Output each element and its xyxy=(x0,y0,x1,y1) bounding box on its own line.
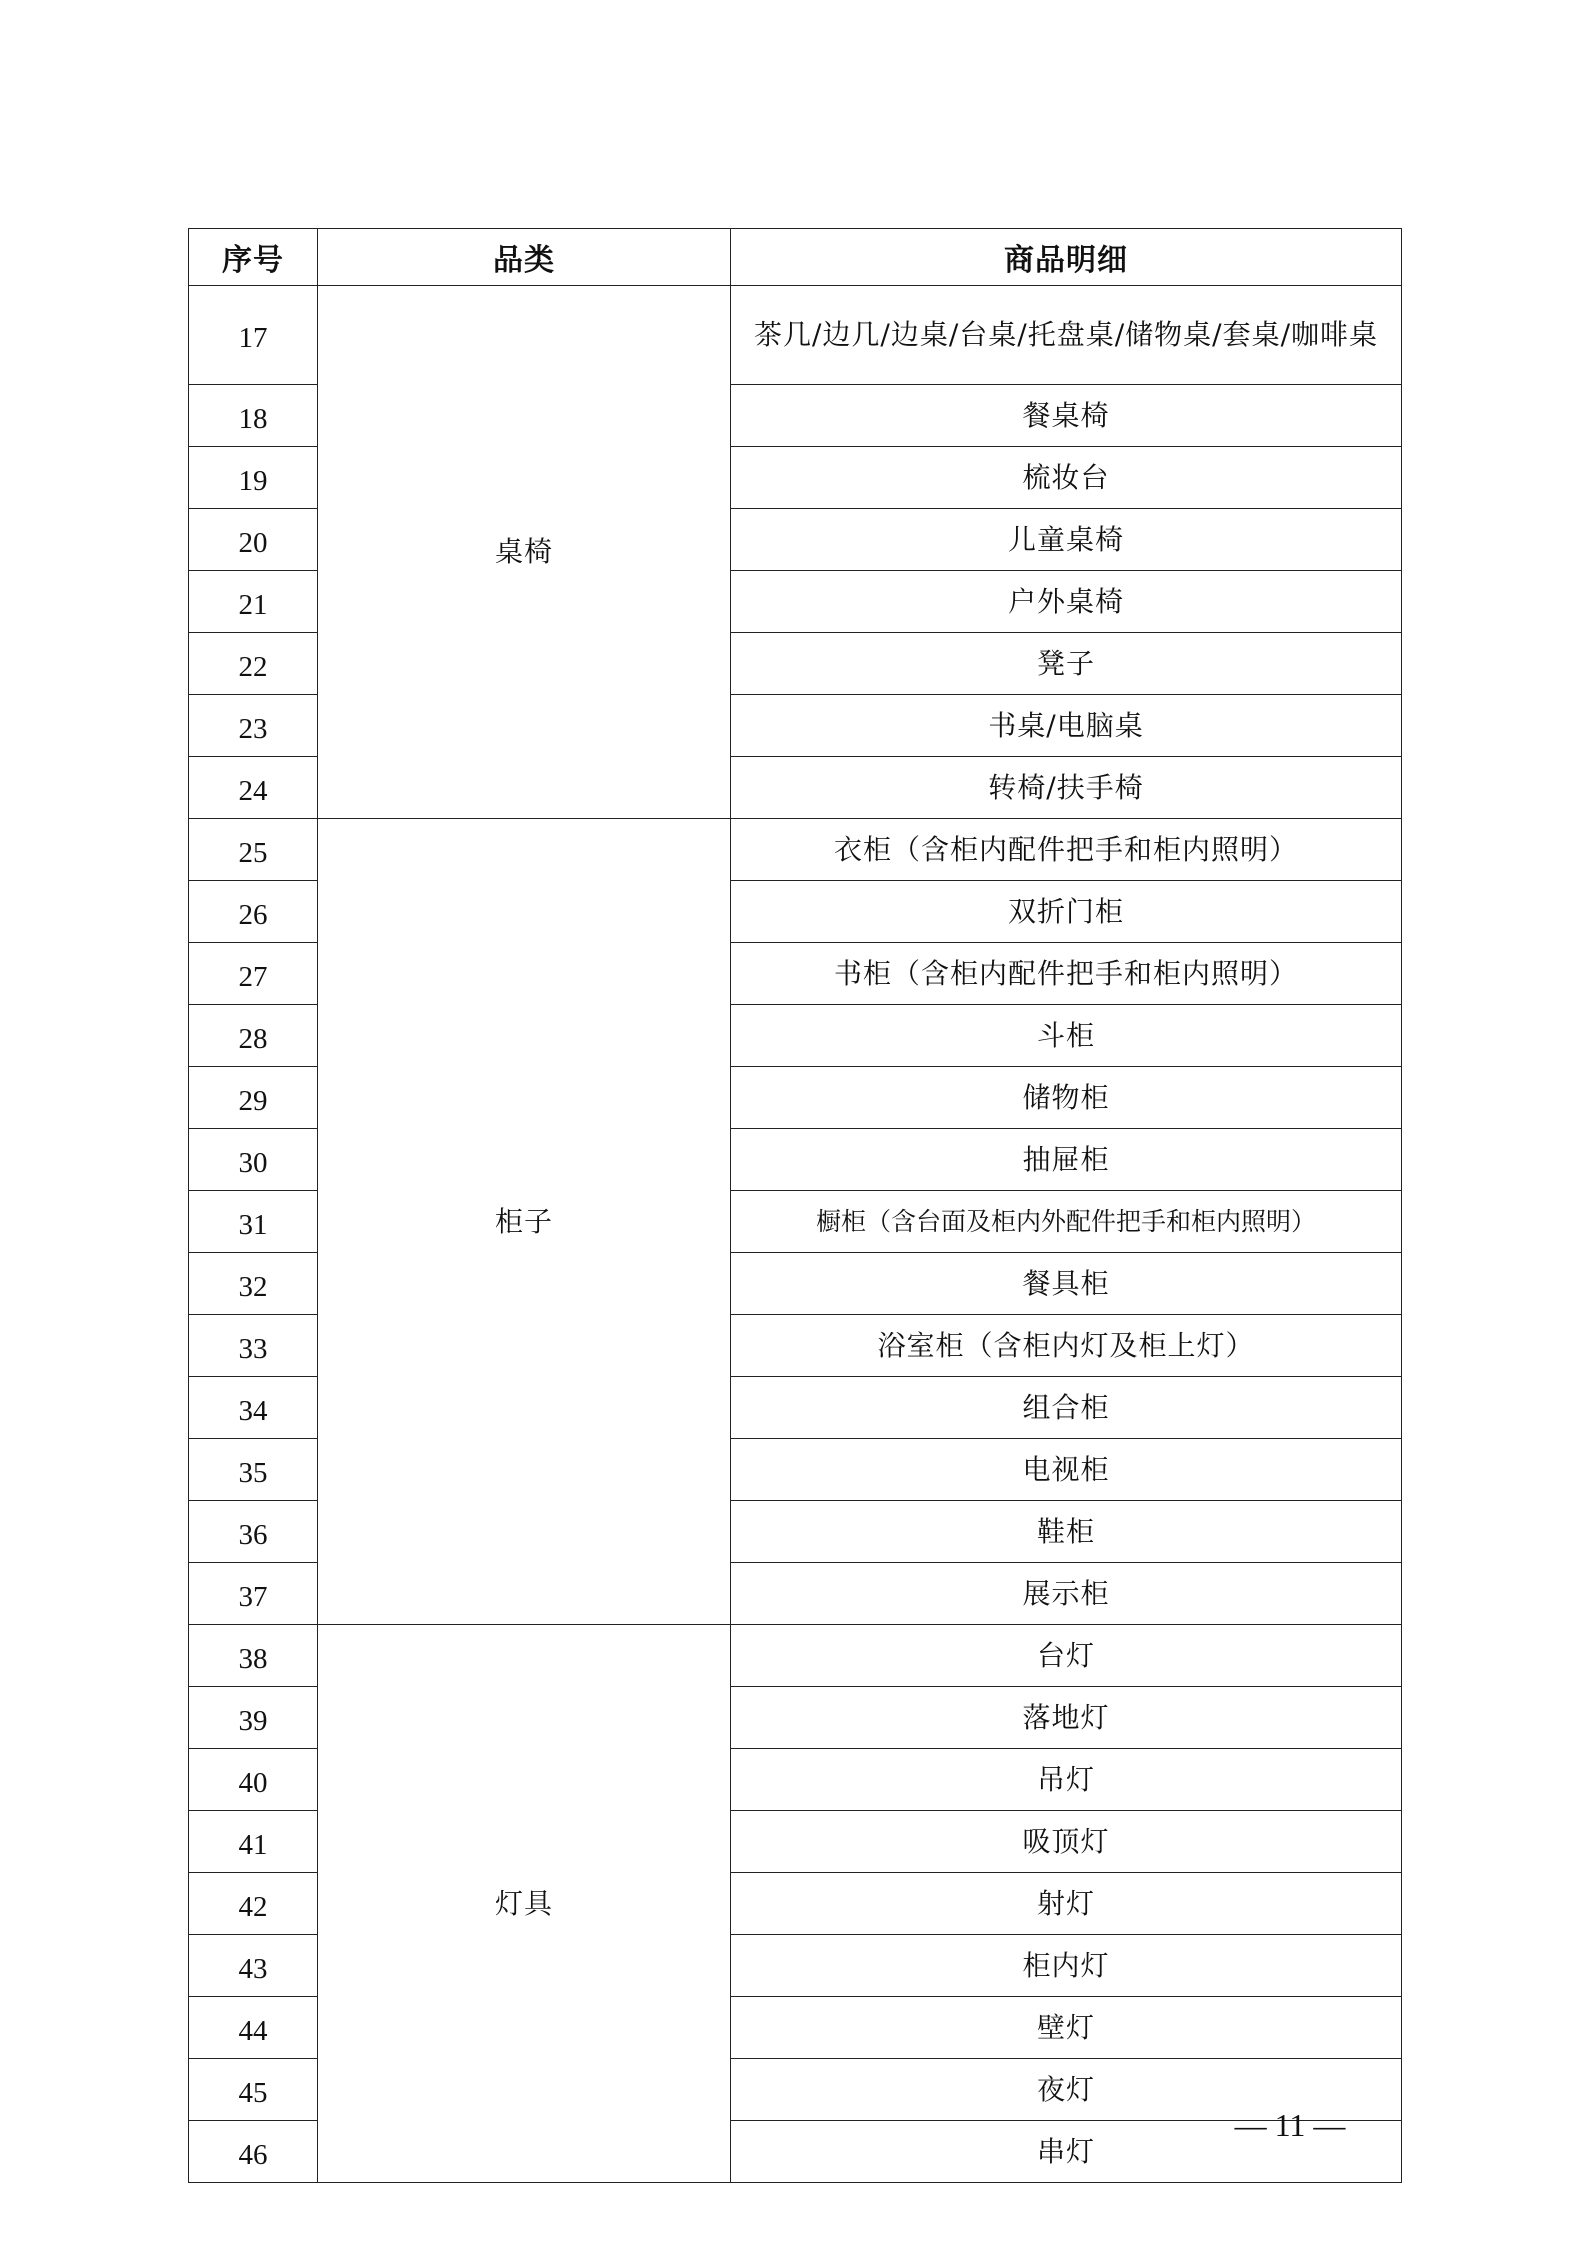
table-row xyxy=(189,819,1402,881)
row-serial-number: 23 xyxy=(189,695,318,757)
row-serial-number: 42 xyxy=(189,1873,318,1935)
row-serial-number: 40 xyxy=(189,1749,318,1811)
row-product-detail: 凳子 xyxy=(731,633,1402,695)
row-product-detail: 茶几/边几/边桌/台桌/托盘桌/储物桌/套桌/咖啡桌 xyxy=(731,286,1402,385)
category-cell-cabinets: 柜子 xyxy=(318,819,731,1625)
row-serial-number: 29 xyxy=(189,1067,318,1129)
row-product-detail: 衣柜（含柜内配件把手和柜内照明） xyxy=(731,819,1402,881)
row-serial-number: 34 xyxy=(189,1377,318,1439)
row-serial-number: 35 xyxy=(189,1439,318,1501)
row-product-detail: 鞋柜 xyxy=(731,1501,1402,1563)
row-serial-number: 46 xyxy=(189,2121,318,2183)
product-category-table xyxy=(188,228,1402,2183)
row-product-detail: 斗柜 xyxy=(731,1005,1402,1067)
header-serial-number: 序号 xyxy=(189,229,318,286)
row-product-detail: 双折门柜 xyxy=(731,881,1402,943)
row-product-detail: 储物柜 xyxy=(731,1067,1402,1129)
row-serial-number: 37 xyxy=(189,1563,318,1625)
row-product-detail: 转椅/扶手椅 xyxy=(731,757,1402,819)
row-serial-number: 18 xyxy=(189,385,318,447)
row-product-detail: 电视柜 xyxy=(731,1439,1402,1501)
row-serial-number: 28 xyxy=(189,1005,318,1067)
row-product-detail: 落地灯 xyxy=(731,1687,1402,1749)
header-product-detail: 商品明细 xyxy=(731,229,1402,286)
table-row xyxy=(189,1625,1402,1687)
row-product-detail: 梳妆台 xyxy=(731,447,1402,509)
row-serial-number: 38 xyxy=(189,1625,318,1687)
row-serial-number: 25 xyxy=(189,819,318,881)
category-cell-tables-chairs: 桌椅 xyxy=(318,286,731,819)
row-product-detail: 组合柜 xyxy=(731,1377,1402,1439)
page-number: — 11 — xyxy=(1234,2107,1346,2143)
row-serial-number: 32 xyxy=(189,1253,318,1315)
row-serial-number: 22 xyxy=(189,633,318,695)
row-product-detail: 书柜（含柜内配件把手和柜内照明） xyxy=(731,943,1402,1005)
row-serial-number: 21 xyxy=(189,571,318,633)
table-row xyxy=(189,286,1402,385)
row-product-detail: 台灯 xyxy=(731,1625,1402,1687)
row-product-detail: 浴室柜（含柜内灯及柜上灯） xyxy=(731,1315,1402,1377)
row-serial-number: 24 xyxy=(189,757,318,819)
row-serial-number: 20 xyxy=(189,509,318,571)
header-category: 品类 xyxy=(318,229,731,286)
row-serial-number: 19 xyxy=(189,447,318,509)
row-product-detail: 夜灯 xyxy=(731,2059,1402,2121)
row-product-detail: 柜内灯 xyxy=(731,1935,1402,1997)
row-product-detail: 串灯 xyxy=(731,2121,1402,2183)
row-serial-number: 39 xyxy=(189,1687,318,1749)
row-product-detail: 书桌/电脑桌 xyxy=(731,695,1402,757)
row-product-detail: 抽屉柜 xyxy=(731,1129,1402,1191)
row-serial-number: 30 xyxy=(189,1129,318,1191)
row-serial-number: 27 xyxy=(189,943,318,1005)
row-product-detail: 橱柜（含台面及柜内外配件把手和柜内照明） xyxy=(731,1191,1402,1253)
table-header-row xyxy=(189,229,1402,286)
row-product-detail: 儿童桌椅 xyxy=(731,509,1402,571)
row-serial-number: 44 xyxy=(189,1997,318,2059)
row-serial-number: 43 xyxy=(189,1935,318,1997)
row-product-detail: 吸顶灯 xyxy=(731,1811,1402,1873)
row-serial-number: 36 xyxy=(189,1501,318,1563)
row-serial-number: 45 xyxy=(189,2059,318,2121)
row-product-detail: 户外桌椅 xyxy=(731,571,1402,633)
row-serial-number: 17 xyxy=(189,286,318,385)
row-product-detail: 射灯 xyxy=(731,1873,1402,1935)
row-serial-number: 26 xyxy=(189,881,318,943)
row-product-detail: 餐桌椅 xyxy=(731,385,1402,447)
row-product-detail: 餐具柜 xyxy=(731,1253,1402,1315)
category-cell-lighting: 灯具 xyxy=(318,1625,731,2183)
row-serial-number: 33 xyxy=(189,1315,318,1377)
row-serial-number: 41 xyxy=(189,1811,318,1873)
row-product-detail: 吊灯 xyxy=(731,1749,1402,1811)
row-product-detail: 展示柜 xyxy=(731,1563,1402,1625)
row-product-detail: 壁灯 xyxy=(731,1997,1402,2059)
row-serial-number: 31 xyxy=(189,1191,318,1253)
